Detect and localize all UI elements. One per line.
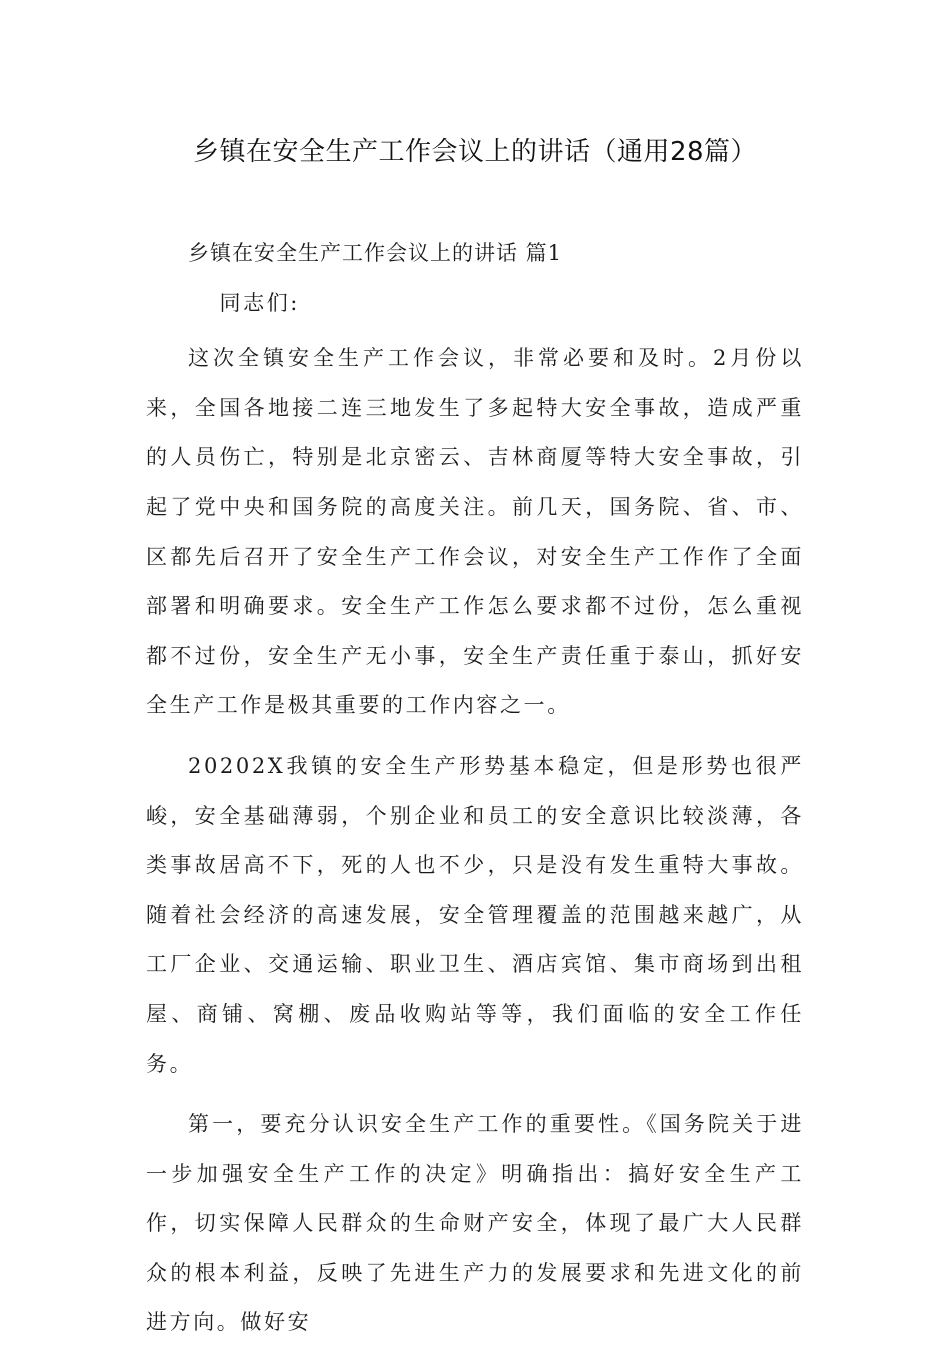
paragraph-2: 20202X我镇的安全生产形势基本稳定，但是形势也很严峻，安全基础薄弱，个别企业和员工的安全意识比较淡薄，各类事故居高不下，死的人也不少，只是没有发生重特大事故。随着社会经济的高速发展，安全管理覆盖的范围越来越广，从工厂企业、交通运输、职业卫生、酒店宾馆、集市商场到出租屋、商铺、窝棚、废品收购站等等，我们面临的安全工作任务。 [146, 753, 804, 1076]
section-heading: 乡镇在安全生产工作会议上的讲话 篇1 [188, 241, 563, 265]
paragraph-1: 这次全镇安全生产工作会议，非常必要和及时。2月份以来，全国各地接二连三地发生了多起特大安全事故，造成严重的人员伤亡，特别是北京密云、吉林商厦等特大安全事故，引起了党中央和国务院的高度关注。前几天，国务院、省、市、区都先后召开了安全生产工作会议，对安全生产工作作了全面部署和明确要求。安全生产工作怎么要求都不过份，怎么重视都不过份，安全生产无小事，安全生产责任重于泰山，抓好安全生产工作是极其重要的工作内容之一。 [146, 346, 804, 718]
document-title: 乡镇在安全生产工作会议上的讲话（通用28篇） [192, 137, 758, 167]
salutation: 同志们: [219, 290, 300, 315]
document-body [146, 229, 804, 1359]
paragraph-3: 第一，要充分认识安全生产工作的重要性。《国务院关于进一步加强安全生产工作的决定》明确指出：搞好安全生产工作，切实保障人民群众的生命财产安全，体现了最广大人民群众的根本利益，反映了先进生产力的发展要求和先进文化的前进方向。做好安 [146, 1112, 804, 1335]
